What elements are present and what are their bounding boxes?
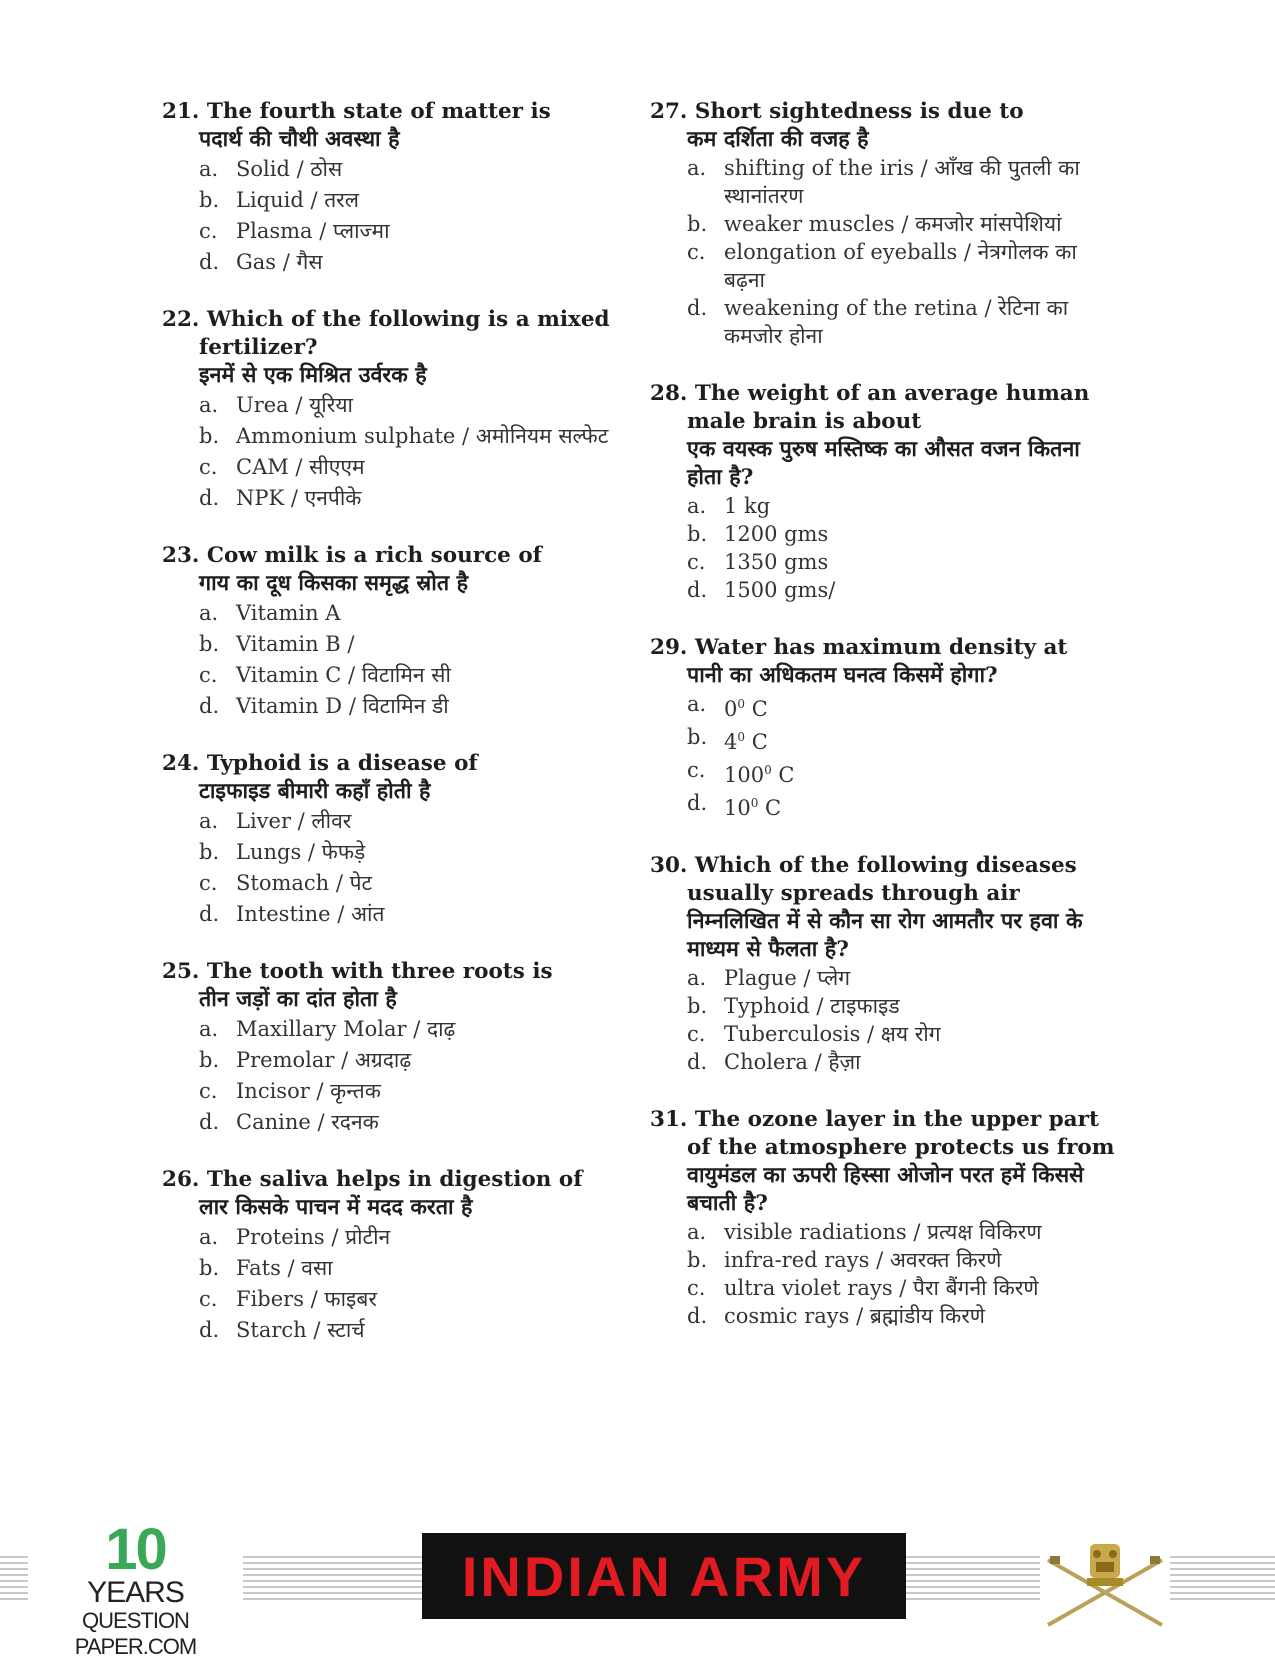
option-letter: c. [199,1079,218,1103]
option-row [650,294,1120,350]
question-text: 29. Water has maximum density at [650,635,1068,660]
option-letter: b. [199,1048,220,1072]
logo-years: YEARS [87,1576,184,1609]
option-letter: c. [199,455,218,479]
option-letter: b. [687,1248,708,1272]
option-letter: d. [687,1304,708,1328]
question-text: 31. The ozone layer in the upper part of the atmosphere protects us from [650,1107,1115,1160]
option-row [650,210,1120,238]
option-letter: d. [199,902,220,926]
site-logo [28,1517,243,1659]
option-text: 1200 gms [724,522,829,546]
option-text: Liver / लीवर [236,809,352,833]
option-text: Vitamin A [236,601,341,625]
option-letter: d. [687,1050,708,1074]
option-text: $4^0$ C [724,730,768,754]
question-text: 28. The weight of an average human male brain is about [650,381,1090,434]
logo-number: 10 [105,1517,166,1582]
option-row [162,806,622,837]
option-letter: a. [199,809,219,833]
question-block [650,1106,1120,1330]
option-letter: a. [199,1017,219,1041]
option-text: elongation of eyeballs / नेत्रगोलक का बढ़ना [724,240,1077,292]
option-row [162,1045,622,1076]
option-row [162,390,622,421]
footer-stripe [1170,1556,1275,1600]
option-letter: a. [199,157,219,181]
option-text: Urea / यूरिया [236,393,353,417]
question-block [162,958,622,1138]
option-text: cosmic rays / ब्रह्मांडीय किरणे [724,1304,985,1328]
option-text: Liquid / तरल [236,188,360,212]
option-row [650,1274,1120,1302]
question-text: 24. Typhoid is a disease of [162,751,478,776]
option-letter: a. [687,1220,707,1244]
question-block [162,98,622,278]
option-letter: d. [199,486,220,510]
option-letter: b. [687,212,708,236]
option-letter: c. [687,1022,706,1046]
option-row [650,964,1120,992]
option-letter: b. [199,188,220,212]
option-letter: b. [687,522,708,546]
option-text: Fats / वसा [236,1256,333,1280]
option-text: Plasma / प्लाज्मा [236,219,390,243]
option-row [162,660,622,691]
option-row [162,1107,622,1138]
option-text: Canine / रदनक [236,1110,379,1134]
option-text: $10^0$ C [724,796,782,820]
option-row [650,1302,1120,1330]
option-text: infra-red rays / अवरक्त किरणे [724,1248,1002,1272]
option-text: Fibers / फाइबर [236,1287,377,1311]
option-letter: b. [199,1256,220,1280]
option-row [650,520,1120,548]
option-letter: a. [199,601,219,625]
option-row [650,690,1120,723]
option-letter: b. [199,840,220,864]
option-row [650,756,1120,789]
army-emblem-icon [1040,1530,1170,1630]
option-row [162,837,622,868]
option-row [162,247,622,278]
option-text: 1 kg [724,494,771,518]
question-text-hindi: पानी का अधिकतम घनत्व किसमें होगा? [687,663,998,688]
option-text: Starch / स्टार्च [236,1318,365,1342]
option-text: Gas / गैस [236,250,323,274]
indian-army-banner [422,1533,906,1619]
question-text: 30. Which of the following diseases usually spreads through air [650,853,1077,906]
option-letter: c. [687,758,706,782]
degree-superscript: 0 [737,697,746,711]
footer-stripe [0,1556,30,1600]
option-row [650,1048,1120,1076]
option-text: 1500 gms/ [724,578,836,602]
option-letter: c. [199,663,218,687]
degree-superscript: 0 [750,796,759,810]
question-text: 21. The fourth state of matter is [162,99,551,124]
degree-superscript: 0 [737,730,746,744]
option-letter: b. [199,632,220,656]
option-row [162,629,622,660]
option-text: Lungs / फेफड़े [236,840,366,864]
option-letter: a. [687,156,707,180]
option-letter: b. [687,994,708,1018]
option-letter: a. [687,966,707,990]
option-row [162,868,622,899]
option-text: Solid / ठोस [236,157,343,181]
option-text: Maxillary Molar / दाढ़ [236,1017,456,1041]
option-row [650,154,1120,210]
option-text: NPK / एनपीके [236,486,362,510]
option-letter: a. [687,692,707,716]
option-row [162,1253,622,1284]
logo-site: QUESTION PAPER.COM [74,1608,197,1659]
degree-superscript: 0 [764,763,772,777]
footer-stripe [906,1556,1040,1600]
option-letter: d. [199,1110,220,1134]
option-letter: a. [199,393,219,417]
option-text: Typhoid / टाइफाइड [724,994,900,1018]
option-text: Proteins / प्रोटीन [236,1225,391,1249]
question-block [650,852,1120,1076]
option-text: shifting of the iris / आँख की पुतली का स्थानांतरण [724,156,1080,208]
option-text: CAM / सीएएम [236,455,365,479]
option-row [650,238,1120,294]
option-row [162,691,622,722]
option-letter: c. [687,1276,706,1300]
question-text-hindi: कम दर्शिता की वजह है [687,127,869,152]
option-text: Incisor / कृन्तक [236,1079,381,1103]
question-text: 25. The tooth with three roots is [162,959,553,984]
question-text-hindi: निम्नलिखित में से कौन सा रोग आमतौर पर हवा के माध्यम से फैलता है? [687,909,1083,962]
option-row [650,789,1120,822]
option-text: Vitamin D / विटामिन डी [236,694,449,718]
option-letter: c. [199,1287,218,1311]
question-text-hindi: टाइफाइड बीमारी कहाँ होती है [199,779,431,804]
right-column [650,98,1120,1360]
question-block [162,306,622,514]
option-row [650,1246,1120,1274]
option-row [650,548,1120,576]
question-text: 27. Short sightedness is due to [650,99,1024,124]
option-row [162,216,622,247]
option-row [162,1222,622,1253]
question-text: 22. Which of the following is a mixed fertilizer? [162,307,610,360]
option-text: visible radiations / प्रत्यक्ष विकिरण [724,1220,1042,1244]
option-text: Stomach / पेट [236,871,373,895]
left-column [162,98,622,1374]
question-text-hindi: इनमें से एक मिश्रित उर्वरक है [199,363,427,388]
question-text: 26. The saliva helps in digestion of [162,1167,583,1192]
option-row [650,992,1120,1020]
footer-stripe [243,1556,422,1600]
question-block [650,634,1120,822]
option-letter: a. [199,1225,219,1249]
option-text: Vitamin C / विटामिन सी [236,663,451,687]
option-row [650,492,1120,520]
option-row [162,185,622,216]
question-block [162,750,622,930]
option-letter: c. [687,550,706,574]
option-text: $100^0$ C [724,763,795,787]
option-text: Tuberculosis / क्षय रोग [724,1022,941,1046]
question-text-hindi: गाय का दूध किसका समृद्ध स्रोत है [199,571,469,596]
question-text-hindi: वायुमंडल का ऊपरी हिस्सा ओजोन परत हमें किससे बचाती है? [687,1163,1084,1216]
option-row [650,576,1120,604]
question-block [650,380,1120,604]
option-letter: d. [199,250,220,274]
option-text: 1350 gms [724,550,829,574]
question-text-hindi: तीन जड़ों का दांत होता है [199,987,397,1012]
question-text-hindi: पदार्थ की चौथी अवस्था है [199,127,400,152]
option-row [162,421,622,452]
option-text: Ammonium sulphate / अमोनियम सल्फेट [236,424,609,448]
option-row [162,598,622,629]
option-row [650,723,1120,756]
option-row [162,1076,622,1107]
option-letter: d. [199,1318,220,1342]
option-text: Cholera / हैज़ा [724,1050,861,1074]
option-row [650,1020,1120,1048]
option-text: $0^0$ C [724,697,768,721]
option-letter: c. [199,219,218,243]
option-text: Plague / प्लेग [724,966,851,990]
option-row [650,1218,1120,1246]
option-row [162,483,622,514]
option-letter: d. [687,578,708,602]
banner-title: INDIAN ARMY [461,1544,867,1608]
option-letter: c. [199,871,218,895]
option-letter: b. [687,725,708,749]
option-text: Premolar / अग्रदाढ़ [236,1048,412,1072]
option-letter: a. [687,494,707,518]
option-row [162,1014,622,1045]
option-text: Vitamin B / [236,632,355,656]
option-letter: c. [687,240,706,264]
option-row [162,1315,622,1346]
question-block [650,98,1120,350]
option-text: ultra violet rays / पैरा बैंगनी किरणे [724,1276,1039,1300]
option-row [162,154,622,185]
option-row [162,452,622,483]
option-text: weaker muscles / कमजोर मांसपेशियां [724,212,1062,236]
option-letter: d. [199,694,220,718]
question-block [162,1166,622,1346]
option-text: weakening of the retina / रेटिना का कमजोर होना [724,296,1069,348]
option-letter: d. [687,296,708,320]
question-block [162,542,622,722]
question-text-hindi: एक वयस्क पुरुष मस्तिष्क का औसत वजन कितना होता है? [687,437,1080,490]
option-row [162,1284,622,1315]
question-text-hindi: लार किसके पाचन में मदद करता है [199,1195,473,1220]
option-text: Intestine / आंत [236,902,385,926]
question-text: 23. Cow milk is a rich source of [162,543,542,568]
option-row [162,899,622,930]
option-letter: d. [687,791,708,815]
option-letter: b. [199,424,220,448]
